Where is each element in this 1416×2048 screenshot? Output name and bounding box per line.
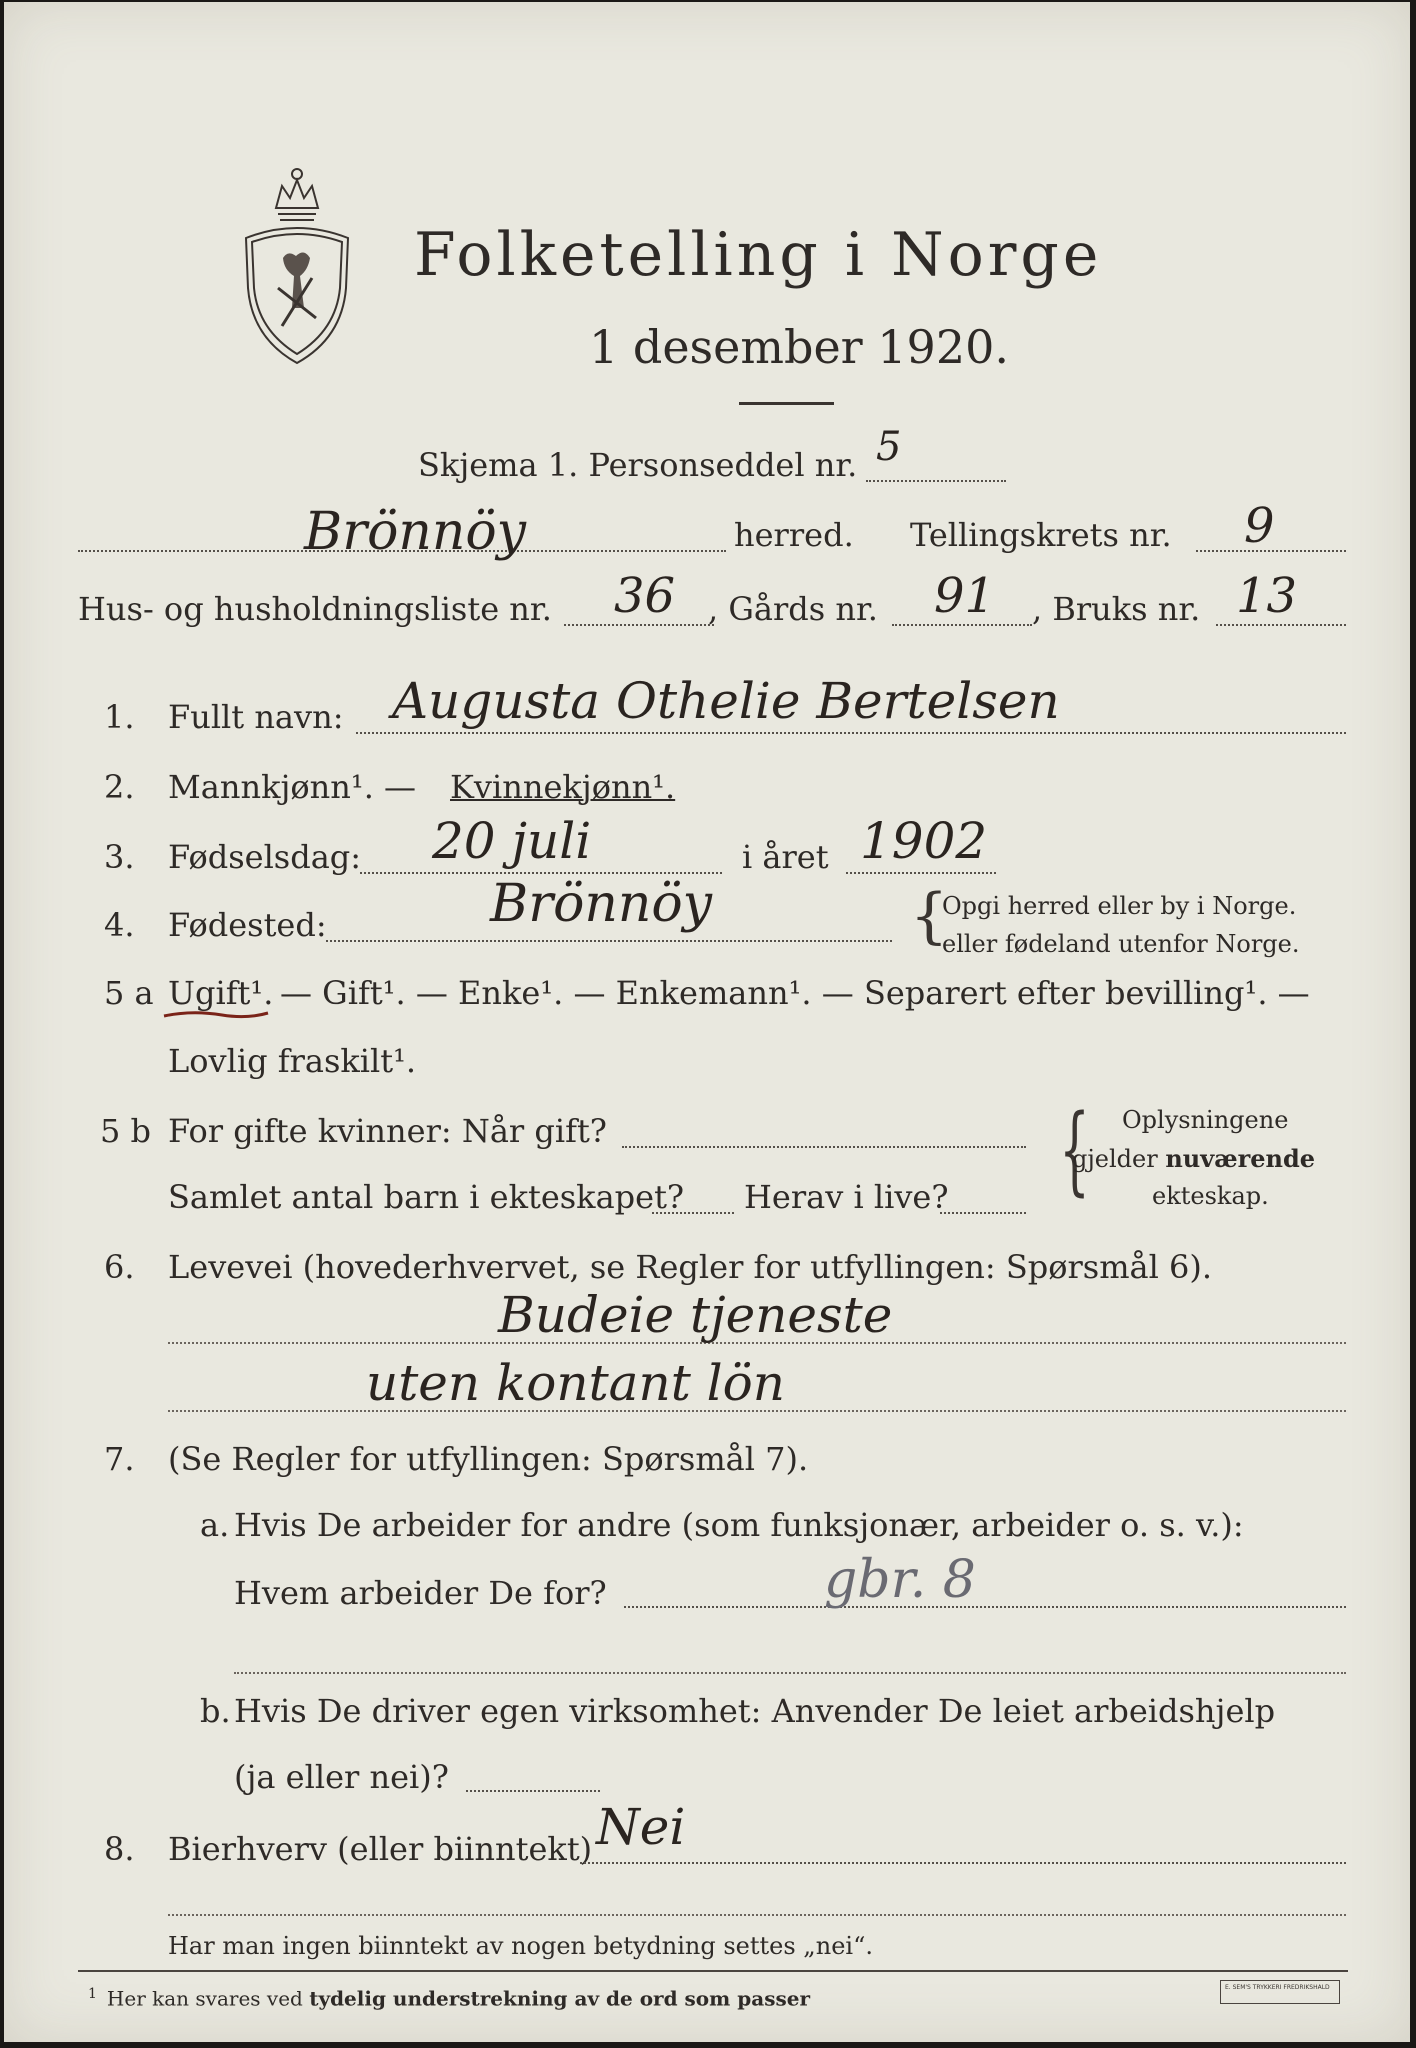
census-form-page (4, 2, 1410, 2042)
printer-stamp-text: E. SEM'S TRYKKERI FREDRIKSHALD (1225, 1984, 1330, 1991)
footnote-text-a: Her kan svares ved (106, 1986, 310, 2011)
q5b-live-label: Herav i live? (744, 1178, 949, 1216)
q8-field-line (580, 1862, 1346, 1864)
q6-occupation-value-1[interactable]: Budeie tjeneste (498, 1286, 893, 1344)
husliste-label: Hus- og husholdningsliste nr. (78, 590, 552, 628)
q5b-note-line3: ekteskap. (1152, 1182, 1269, 1210)
footer-note: Har man ingen biinntekt av nogen betydning settes „nei“. (168, 1932, 873, 1960)
gards-field-line (892, 624, 1032, 626)
q2-female-option[interactable]: Kvinnekjønn¹. (450, 768, 676, 806)
q2-number: 2. (104, 768, 135, 806)
q4-note-line1: Opgi herred eller by i Norge. (942, 892, 1297, 920)
q7a-field-line-2 (234, 1672, 1346, 1674)
bruks-field-line (1216, 624, 1346, 626)
q7a-employer-value[interactable]: gbr. 8 (824, 1550, 976, 1610)
q8-number: 8. (104, 1830, 135, 1868)
herred-value[interactable]: Brönnöy (304, 502, 527, 562)
q4-number: 4. (104, 906, 135, 944)
form-date: 1 desember 1920. (589, 320, 1009, 374)
q4-birthplace-value[interactable]: Brönnöy (490, 874, 713, 934)
q5b-label: For gifte kvinner: Når gift? (168, 1112, 607, 1150)
norway-coat-of-arms-icon (238, 158, 356, 368)
q7b-letter: b. (200, 1692, 231, 1730)
q5b-note-nuvaerende: nuværende (1165, 1144, 1316, 1173)
q5a-ugift-underline (162, 1008, 272, 1022)
q3-birthday-value[interactable]: 20 juli (432, 812, 592, 870)
gards-value[interactable]: 91 (934, 568, 996, 624)
q5b-live-field-line (940, 1212, 1026, 1214)
q1-number: 1. (104, 698, 135, 736)
q1-field-line (356, 732, 1346, 734)
footnote-text-b: tydelig understrekning av de ord som passer (309, 1986, 810, 2011)
q7-label: (Se Regler for utfyllingen: Spørsmål 7). (168, 1440, 809, 1478)
q8-field-line-2 (168, 1914, 1346, 1916)
q5b-number: 5 b (100, 1112, 152, 1150)
q3-number: 3. (104, 838, 135, 876)
q3-year-field-line (846, 872, 996, 874)
q7a-letter: a. (200, 1506, 230, 1544)
q5a-number: 5 a (104, 974, 154, 1012)
q5a-ugift-option[interactable]: Ugift¹. (168, 974, 274, 1012)
husliste-field-line (564, 624, 714, 626)
q7a-who-label: Hvem arbeider De for? (234, 1574, 607, 1612)
q5a-other-options[interactable]: — Gift¹. — Enke¹. — Enkemann¹. — Separert efter bevilling¹. — (280, 974, 1310, 1012)
q5b-note-line1: Oplysningene (1122, 1106, 1289, 1134)
tellingskrets-label: Tellingskrets nr. (910, 516, 1172, 554)
bruks-value[interactable]: 13 (1236, 568, 1298, 624)
q3-label: Fødselsdag: (168, 838, 362, 876)
q5a-lovlig-fraskilt[interactable]: Lovlig fraskilt¹. (168, 1042, 417, 1080)
skjema-label: Skjema 1. Personseddel nr. (418, 446, 858, 484)
q6-occupation-value-2[interactable]: uten kontant lön (366, 1354, 785, 1412)
q3-year-label: i året (742, 838, 829, 876)
q4-brace: { (910, 881, 949, 951)
q7b-label: Hvis De driver egen virksomhet: Anvender De leiet arbeidshjelp (234, 1692, 1276, 1730)
title-divider (739, 402, 834, 405)
q5b-brace: { (1059, 1094, 1090, 1206)
q8-secondary-income-value[interactable]: Nei (596, 1798, 686, 1856)
q1-full-name-value[interactable]: Augusta Othelie Bertelsen (392, 672, 1060, 730)
q3-year-value[interactable]: 1902 (860, 812, 988, 870)
skjema-field-line (866, 480, 1006, 482)
skjema-value[interactable]: 5 (876, 424, 902, 470)
bruks-label: , Bruks nr. (1032, 590, 1201, 628)
q4-label: Fødested: (168, 906, 327, 944)
q7a-label: Hvis De arbeider for andre (som funksjonær, arbeider o. s. v.): (234, 1506, 1244, 1544)
q4-field-line (326, 940, 892, 942)
footnote (88, 1986, 810, 2011)
q8-label: Bierhverv (eller biinntekt) (168, 1830, 593, 1868)
q7b-ja-nei-label: (ja eller nei)? (234, 1758, 449, 1796)
q5b-note-line2 (1072, 1144, 1315, 1173)
q5b-barn-field-line (652, 1212, 734, 1214)
q7b-field-line (466, 1790, 600, 1792)
footer-divider (78, 1970, 1348, 1972)
q5b-barn-label: Samlet antal barn i ekteskapet? (168, 1178, 685, 1216)
q5b-note-gjelder: gjelder (1072, 1145, 1166, 1173)
q6-number: 6. (104, 1248, 135, 1286)
q4-note-line2: eller fødeland utenfor Norge. (942, 930, 1300, 958)
q7a-field-line (624, 1606, 1346, 1608)
q6-label: Levevei (hovederhvervet, se Regler for utfyllingen: Spørsmål 6). (168, 1248, 1213, 1286)
q5b-field-line (622, 1146, 1026, 1148)
q2-male-option[interactable]: Mannkjønn¹. — (168, 768, 417, 806)
q7-number: 7. (104, 1440, 135, 1478)
gards-label: , Gårds nr. (708, 590, 878, 628)
footnote-number: 1 (88, 1986, 97, 2002)
q1-label: Fullt navn: (168, 698, 344, 736)
herred-label: herred. (734, 516, 854, 554)
husliste-value[interactable]: 36 (614, 568, 676, 624)
printer-stamp (1220, 1980, 1340, 2004)
tellingskrets-value[interactable]: 9 (1244, 498, 1275, 554)
form-title: Folketelling i Norge (414, 220, 1103, 290)
